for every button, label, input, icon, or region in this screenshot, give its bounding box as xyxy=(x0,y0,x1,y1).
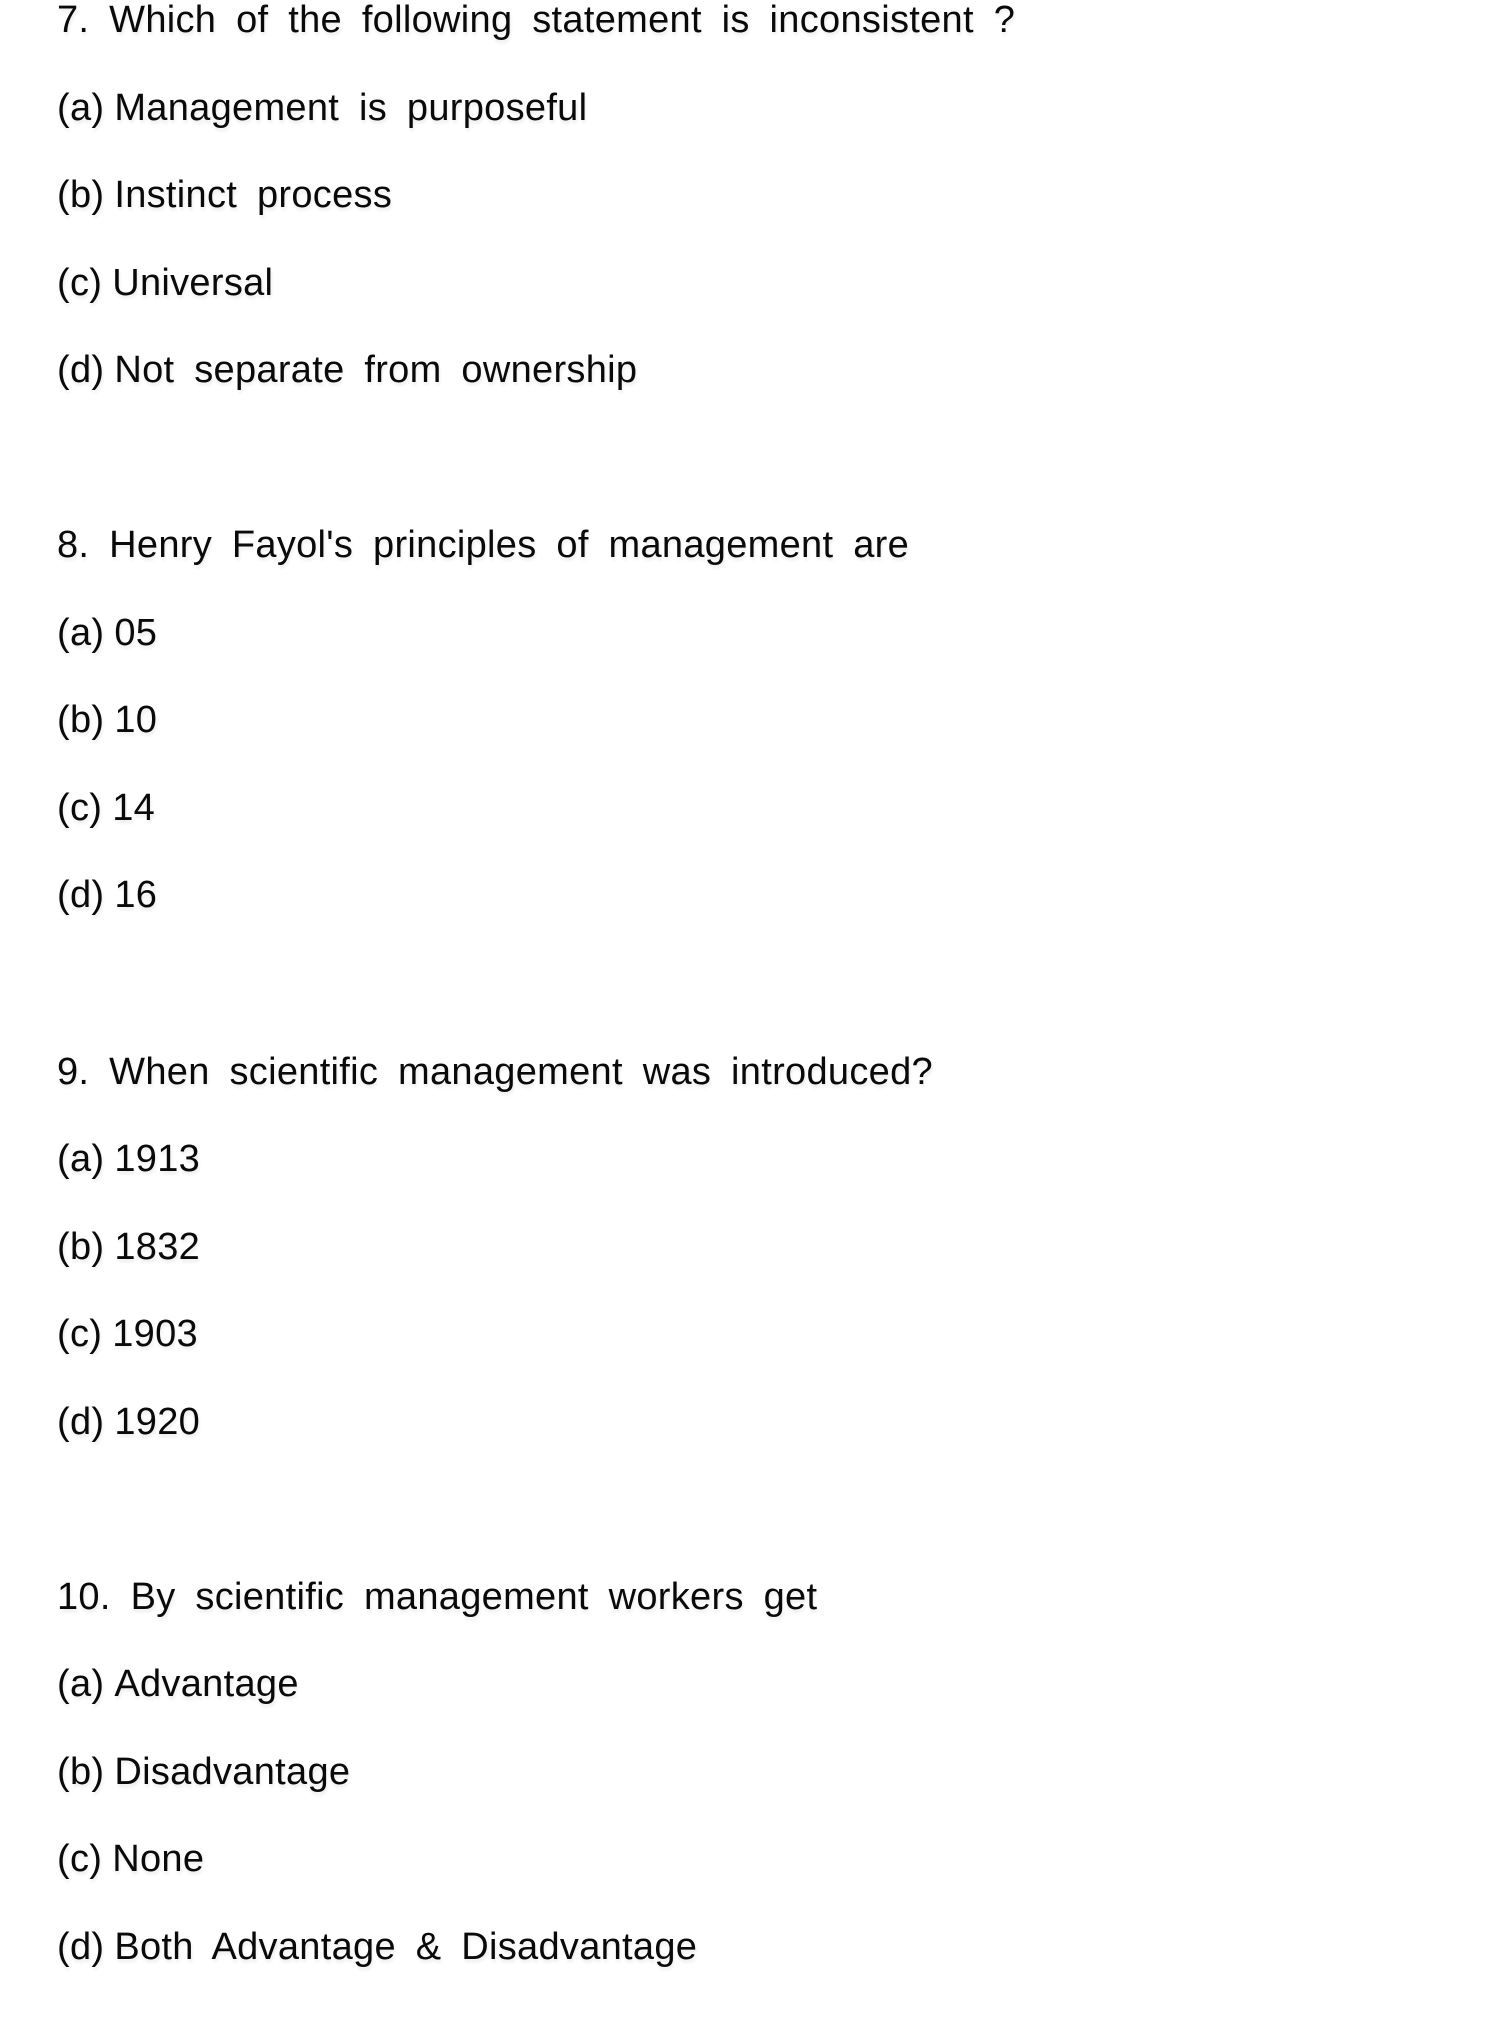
question-8-option-a xyxy=(57,611,157,655)
question-8-option-d xyxy=(57,873,157,917)
option-label: (b) xyxy=(57,699,105,741)
question-8-option-c xyxy=(57,786,155,830)
question-7-option-a xyxy=(57,86,587,130)
question-number: 7. xyxy=(57,0,90,41)
question-9-option-c xyxy=(57,1312,198,1356)
question-7-option-c xyxy=(57,261,273,305)
option-label: (b) xyxy=(57,1226,105,1268)
question-number: 8. xyxy=(57,524,90,566)
option-label: (c) xyxy=(57,787,103,829)
option-text: 1832 xyxy=(114,1226,201,1268)
option-text: Not separate from ownership xyxy=(114,349,638,391)
question-8-option-b xyxy=(57,698,157,742)
option-text: 1920 xyxy=(114,1401,201,1443)
question-10-option-a xyxy=(57,1662,299,1706)
option-label: (d) xyxy=(57,1401,105,1443)
option-label: (a) xyxy=(57,87,105,129)
option-label: (a) xyxy=(57,1663,105,1705)
question-number: 9. xyxy=(57,1051,90,1093)
option-label: (d) xyxy=(57,349,105,391)
question-9-option-a xyxy=(57,1137,200,1181)
question-text: When scientific management was introduced? xyxy=(109,1051,933,1093)
option-text: Disadvantage xyxy=(114,1751,351,1793)
option-label: (b) xyxy=(57,174,105,216)
option-label: (a) xyxy=(57,1138,105,1180)
question-8-heading xyxy=(57,523,909,567)
option-text: 1903 xyxy=(112,1313,198,1355)
question-7-heading xyxy=(57,0,1015,42)
question-10-heading xyxy=(57,1575,817,1619)
option-label: (a) xyxy=(57,612,105,654)
option-label: (c) xyxy=(57,1838,103,1880)
option-text: 14 xyxy=(112,787,156,829)
question-7-option-d xyxy=(57,348,637,392)
question-number: 10. xyxy=(57,1576,111,1618)
question-7-option-b xyxy=(57,173,392,217)
option-text: None xyxy=(112,1838,205,1880)
option-text: 10 xyxy=(114,699,158,741)
option-label: (c) xyxy=(57,262,103,304)
option-label: (b) xyxy=(57,1751,105,1793)
option-label: (d) xyxy=(57,1926,105,1968)
question-10-option-b xyxy=(57,1750,350,1794)
option-text: 05 xyxy=(114,612,158,654)
option-text: Universal xyxy=(112,262,274,304)
question-9-option-d xyxy=(57,1400,200,1444)
question-text: By scientific management workers get xyxy=(130,1576,818,1618)
option-text: Instinct process xyxy=(114,174,393,216)
question-9-option-b xyxy=(57,1225,200,1269)
question-10-option-d xyxy=(57,1925,697,1969)
question-10-option-c xyxy=(57,1837,204,1881)
option-label: (d) xyxy=(57,874,105,916)
option-text: Advantage xyxy=(114,1663,299,1705)
option-text: 1913 xyxy=(114,1138,201,1180)
option-label: (c) xyxy=(57,1313,103,1355)
option-text: Management is purposeful xyxy=(114,87,588,129)
question-text: Which of the following statement is inconsistent ? xyxy=(109,0,1016,41)
option-text: Both Advantage & Disadvantage xyxy=(114,1926,698,1968)
question-9-heading xyxy=(57,1050,933,1094)
option-text: 16 xyxy=(114,874,158,916)
question-text: Henry Fayol's principles of management are xyxy=(109,524,910,566)
